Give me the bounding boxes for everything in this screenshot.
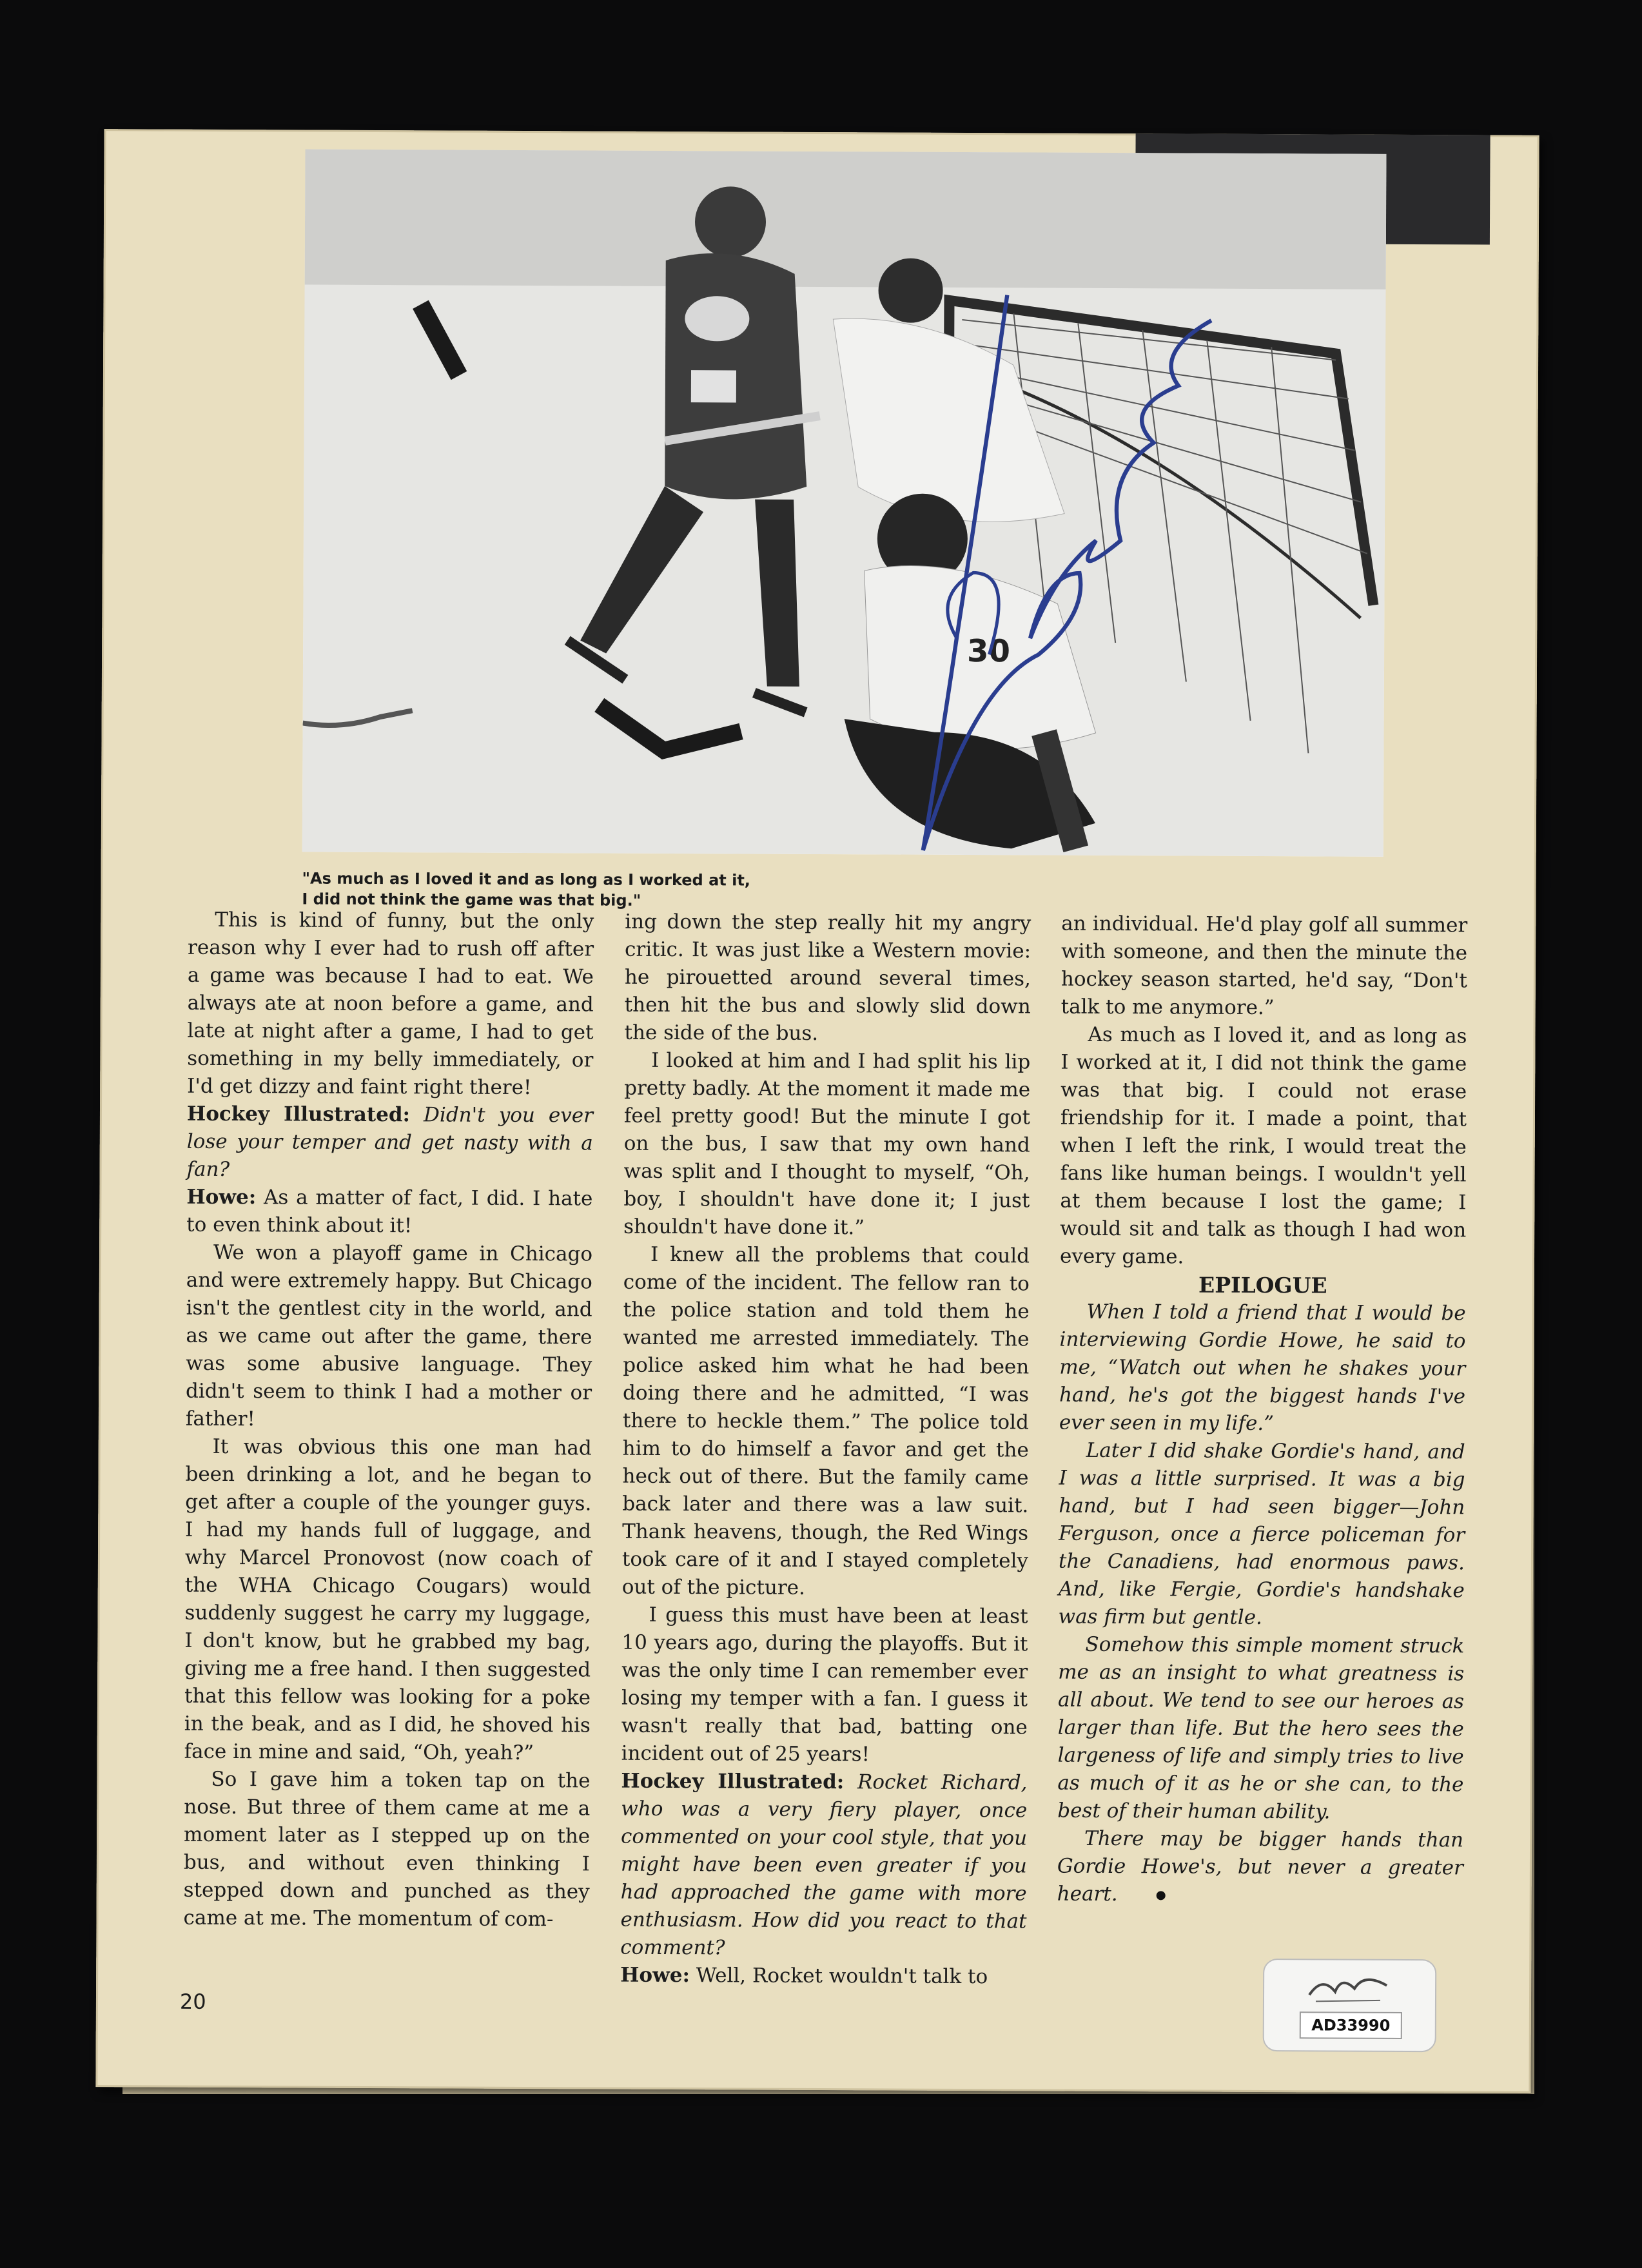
paragraph: I knew all the problems that could come of the incident. The fellow ran to the police station and told them he wanted me arrested immediately. The police asked him what he had been doing there and he admitted, “I was there to heckle them.” The police told him to do himself a favor and get the heck out of there. But the family came back later and there was a law suit. Thank heavens, though, the Red Wings took care of it and I stayed completely out of the picture. bbox=[621, 1242, 1030, 1599]
question-paragraph bbox=[187, 1100, 594, 1186]
speaker-label: Hockey Illustrated: bbox=[621, 1769, 845, 1794]
question-paragraph bbox=[620, 1768, 1027, 1964]
article-column-1 bbox=[183, 906, 594, 1934]
paragraph: This is kind of funny, but the only reason why I ever had to rush off after a game was because I had to eat. We always ate at noon before a game, and late at night after a game, I had to get something in my belly immediately, or I'd get dizzy and faint right there! bbox=[187, 908, 594, 1100]
authentication-sticker bbox=[1263, 1959, 1437, 2052]
answer-paragraph bbox=[620, 1962, 1026, 1991]
epilogue-paragraph bbox=[1057, 1825, 1464, 1910]
answer-paragraph bbox=[186, 1184, 592, 1241]
magazine-page bbox=[95, 129, 1539, 2093]
svg-text:30: 30 bbox=[966, 633, 1011, 670]
answer-text: Well, Rocket wouldn't talk to bbox=[696, 1964, 988, 1989]
speaker-label: Howe: bbox=[186, 1185, 257, 1209]
question-text: Didn't you ever lose your temper and get nasty with a fan? bbox=[186, 1103, 594, 1182]
jsa-logo-icon bbox=[1303, 1969, 1393, 2008]
end-mark-icon bbox=[1157, 1891, 1166, 1900]
epilogue-paragraph: When I told a friend that I would be interviewing Gordie Howe, he said to me, “Watch out when he shakes your hand, he's got the biggest hands I've ever seen in my life.” bbox=[1059, 1300, 1466, 1436]
paragraph: I guess this must have been at least 10 years ago, during the playoffs. But it was the only time I can remember ever losing my temper with a fan. I guess it wasn't really that bad, batting one incident out of 25 years! bbox=[621, 1603, 1028, 1766]
signature-icon bbox=[521, 228, 1386, 857]
article-column-2 bbox=[620, 908, 1031, 1991]
certificate-id: AD33990 bbox=[1300, 2011, 1402, 2039]
caption-line-1: "As much as I loved it and as long as I worked at it, bbox=[302, 869, 751, 890]
paragraph: As much as I loved it, and as long as I worked at it, I did not think the game was that big. I could not erase friendship for it. I made a point, that when I left the rink, I would treat the fans like human beings. I wouldn't yell at them because I lost the game; I would sit and talk as though I had won every game. bbox=[1059, 1022, 1467, 1269]
hockey-photo bbox=[302, 150, 1387, 857]
paragraph: ing down the step really hit my angry critic. It was just like a Western movie: he pirouetted around several times, then hit the bus and slowly slid down the side of the bus. bbox=[624, 910, 1031, 1046]
paragraph: I looked at him and I had split his lip pretty badly. At the moment it made me feel pretty good! But the minute I got on the bus, I saw that my own hand was split and I thought to myself, “Oh, boy, I shouldn't have done it; I just shouldn't have done it.” bbox=[623, 1048, 1031, 1240]
article-column-3 bbox=[1057, 910, 1468, 1910]
closing-text: There may be bigger hands than Gordie Howe's, but never a greater heart. bbox=[1057, 1826, 1464, 1906]
caption-line-2: I did not think the game was that big." bbox=[302, 890, 641, 910]
epilogue-paragraph: Somehow this simple moment struck me as an insight to what greatness is all about. We tend to see our heroes as larger than life. But the hero sees the largeness of life and simply tries to live as much of it as he or she can, to the best of their human ability. bbox=[1057, 1632, 1465, 1824]
paragraph: So I gave him a token tap on the nose. But three of them came at me a moment later as I stepped up on the bus, and without even thinking I stepped down and punched as they came at me. The momentum of com- bbox=[183, 1767, 591, 1931]
epilogue-paragraph: Later I did shake Gordie's hand, and I was a little surprised. It was a big hand, but I had seen bigger—John Ferguson, once a fierce policeman for the Canadiens, had enormous paws. And, like Fergie, Gordie's handshake was firm but gentle. bbox=[1058, 1438, 1465, 1630]
speaker-label: Hockey Illustrated: bbox=[186, 1102, 411, 1127]
speaker-label: Howe: bbox=[620, 1963, 690, 1988]
photo-caption bbox=[302, 868, 1075, 913]
epilogue-heading: EPILOGUE bbox=[1198, 1272, 1327, 1298]
paragraph: an individual. He'd play golf all summer with someone, and then the minute the hockey season started, he'd say, “Don't talk to me anymore.” bbox=[1060, 912, 1468, 1020]
paragraph: It was obvious this one man had been drinking a lot, and he began to get after a couple of the younger guys. I had my hands full of luggage, and why Marcel Pronovost (now coach of the WHA Chicago Cougars) would suddenly suggest he carry my luggage, I don't know, but he grabbed my bag, giving me a free hand. I then suggested that this fellow was looking for a poke in the beak, and as I did, he shoved his face in mine and said, “Oh, yeah?” bbox=[184, 1434, 592, 1765]
question-text: Rocket Richard, who was a very fiery player, once commented on your cool style, that you might have been even greater if you had approached the game with more enthusiasm. How did you react to that comment? bbox=[620, 1770, 1028, 1960]
paragraph: We won a playoff game in Chicago and were extremely happy. But Chicago isn't the gentlest city in the world, and as we came out after the game, there was some abusive language. They didn't seem to think I had a mother or father! bbox=[185, 1240, 593, 1431]
page-number: 20 bbox=[179, 1989, 206, 2014]
answer-text: As a matter of fact, I did. I hate to even think about it! bbox=[186, 1186, 593, 1238]
